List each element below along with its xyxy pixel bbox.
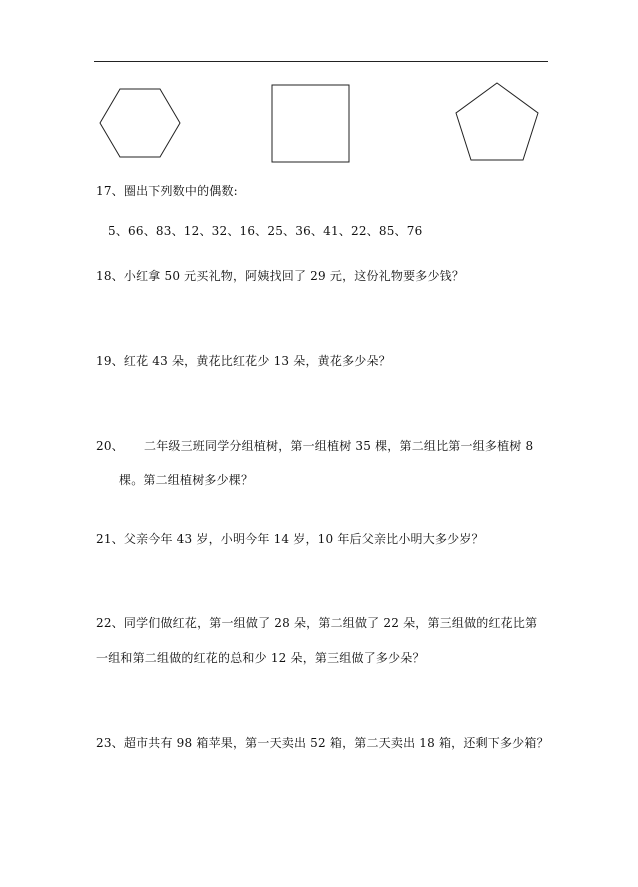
question-21: 21、父亲今年 43 岁，小明今年 14 岁，10 年后父亲比小明大多少岁？: [96, 532, 484, 546]
question-20-number: 20、: [96, 439, 124, 453]
question-22-line-2: 一组和第二组做的红花的总和少 12 朵，第三组做了多少朵？: [96, 651, 425, 665]
question-23: 23、超市共有 98 箱苹果，第一天卖出 52 箱，第二天卖出 18 箱，还剩下多少箱？: [96, 736, 549, 750]
hexagon-shape: [100, 89, 180, 157]
question-22-line-1: 22、同学们做红花，第一组做了 28 朵，第二组做了 22 朵，第三组做的红花比第: [96, 616, 538, 630]
pentagon-shape: [456, 83, 538, 160]
question-20-line-2: 棵。第二组植树多少棵？: [119, 473, 254, 487]
square-shape: [272, 85, 349, 162]
question-17-numbers: 5、66、83、12、32、16、25、36、41、22、85、76: [108, 224, 423, 238]
question-17-title: 17、圈出下列数中的偶数:: [96, 184, 238, 198]
question-18: 18、小红拿 50 元买礼物，阿姨找回了 29 元，这份礼物要多少钱？: [96, 269, 465, 283]
question-19: 19、红花 43 朵，黄花比红花少 13 朵，黄花多少朵？: [96, 354, 391, 368]
shapes-figure: [0, 0, 638, 180]
question-20-line-1: 二年级三班同学分组植树，第一组植树 35 棵，第二组比第一组多植树 8: [144, 439, 534, 453]
